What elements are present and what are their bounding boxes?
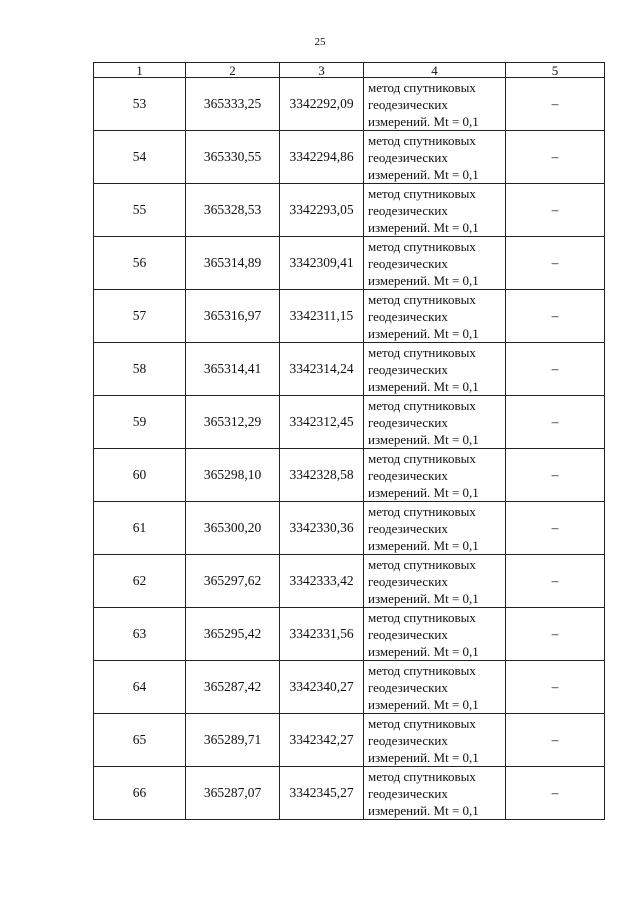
point-number-cell: 56 — [94, 237, 186, 290]
method-line: метод спутниковых — [368, 397, 476, 413]
table-row — [94, 555, 605, 608]
method-cell — [364, 290, 506, 343]
table-row — [94, 237, 605, 290]
method-line: метод спутниковых — [368, 715, 476, 731]
method-cell — [364, 502, 506, 555]
x-coordinate-cell: 365295,42 — [186, 608, 280, 661]
table-row — [94, 184, 605, 237]
table-row — [94, 661, 605, 714]
point-number-cell: 64 — [94, 661, 186, 714]
method-line: геодезических — [368, 308, 448, 324]
method-cell — [364, 131, 506, 184]
method-line: метод спутниковых — [368, 450, 476, 466]
method-line: геодезических — [368, 626, 448, 642]
y-coordinate-cell: 3342309,41 — [280, 237, 364, 290]
point-number-cell: 66 — [94, 767, 186, 820]
note-cell: – — [506, 343, 605, 396]
header-col-3: 3 — [280, 63, 364, 78]
method-line: метод спутниковых — [368, 344, 476, 360]
method-line: геодезических — [368, 149, 448, 165]
method-line: измерений. Mt = 0,1 — [368, 113, 479, 129]
method-line: метод спутниковых — [368, 132, 476, 148]
method-line: метод спутниковых — [368, 768, 476, 784]
method-line: геодезических — [368, 361, 448, 377]
point-number-cell: 55 — [94, 184, 186, 237]
note-cell: – — [506, 502, 605, 555]
table-row — [94, 396, 605, 449]
point-number-cell: 58 — [94, 343, 186, 396]
method-cell — [364, 449, 506, 502]
method-line: геодезических — [368, 679, 448, 695]
y-coordinate-cell: 3342314,24 — [280, 343, 364, 396]
x-coordinate-cell: 365300,20 — [186, 502, 280, 555]
y-coordinate-cell: 3342342,27 — [280, 714, 364, 767]
x-coordinate-cell: 365328,53 — [186, 184, 280, 237]
method-line: метод спутниковых — [368, 609, 476, 625]
point-number-cell: 63 — [94, 608, 186, 661]
method-line: геодезических — [368, 414, 448, 430]
note-cell: – — [506, 661, 605, 714]
x-coordinate-cell: 365298,10 — [186, 449, 280, 502]
page-number: 25 — [314, 36, 326, 48]
method-line: измерений. Mt = 0,1 — [368, 696, 479, 712]
x-coordinate-cell: 365312,29 — [186, 396, 280, 449]
method-cell — [364, 184, 506, 237]
y-coordinate-cell: 3342330,36 — [280, 502, 364, 555]
point-number-cell: 53 — [94, 78, 186, 131]
note-cell: – — [506, 237, 605, 290]
method-cell — [364, 767, 506, 820]
method-cell — [364, 343, 506, 396]
method-line: геодезических — [368, 202, 448, 218]
method-line: измерений. Mt = 0,1 — [368, 219, 479, 235]
point-number-cell: 61 — [94, 502, 186, 555]
header-col-2: 2 — [186, 63, 280, 78]
method-cell — [364, 661, 506, 714]
note-cell: – — [506, 184, 605, 237]
method-line: измерений. Mt = 0,1 — [368, 378, 479, 394]
method-line: метод спутниковых — [368, 662, 476, 678]
method-line: геодезических — [368, 96, 448, 112]
x-coordinate-cell: 365287,07 — [186, 767, 280, 820]
x-coordinate-cell: 365333,25 — [186, 78, 280, 131]
point-number-cell: 54 — [94, 131, 186, 184]
method-cell — [364, 237, 506, 290]
table-row — [94, 767, 605, 820]
point-number-cell: 60 — [94, 449, 186, 502]
y-coordinate-cell: 3342328,58 — [280, 449, 364, 502]
table-row — [94, 343, 605, 396]
x-coordinate-cell: 365316,97 — [186, 290, 280, 343]
y-coordinate-cell: 3342333,42 — [280, 555, 364, 608]
y-coordinate-cell: 3342293,05 — [280, 184, 364, 237]
header-row — [94, 63, 605, 78]
table-row — [94, 449, 605, 502]
point-number-cell: 59 — [94, 396, 186, 449]
table-row — [94, 131, 605, 184]
method-line: измерений. Mt = 0,1 — [368, 484, 479, 500]
note-cell: – — [506, 608, 605, 661]
method-line: измерений. Mt = 0,1 — [368, 537, 479, 553]
method-line: измерений. Mt = 0,1 — [368, 166, 479, 182]
header-col-1: 1 — [94, 63, 186, 78]
x-coordinate-cell: 365287,42 — [186, 661, 280, 714]
note-cell: – — [506, 290, 605, 343]
method-cell — [364, 396, 506, 449]
method-line: геодезических — [368, 785, 448, 801]
method-line: измерений. Mt = 0,1 — [368, 325, 479, 341]
header-col-4: 4 — [364, 63, 506, 78]
note-cell: – — [506, 396, 605, 449]
table-body — [94, 78, 605, 820]
method-line: измерений. Mt = 0,1 — [368, 590, 479, 606]
table-row — [94, 290, 605, 343]
table-row — [94, 502, 605, 555]
note-cell: – — [506, 78, 605, 131]
note-cell: – — [506, 767, 605, 820]
method-line: метод спутниковых — [368, 291, 476, 307]
method-line: геодезических — [368, 573, 448, 589]
y-coordinate-cell: 3342340,27 — [280, 661, 364, 714]
method-line: измерений. Mt = 0,1 — [368, 643, 479, 659]
y-coordinate-cell: 3342311,15 — [280, 290, 364, 343]
coordinates-table — [93, 62, 605, 820]
method-line: геодезических — [368, 520, 448, 536]
y-coordinate-cell: 3342292,09 — [280, 78, 364, 131]
x-coordinate-cell: 365314,41 — [186, 343, 280, 396]
y-coordinate-cell: 3342312,45 — [280, 396, 364, 449]
x-coordinate-cell: 365330,55 — [186, 131, 280, 184]
x-coordinate-cell: 365314,89 — [186, 237, 280, 290]
x-coordinate-cell: 365297,62 — [186, 555, 280, 608]
table-row — [94, 714, 605, 767]
y-coordinate-cell: 3342294,86 — [280, 131, 364, 184]
table-row — [94, 608, 605, 661]
method-line: измерений. Mt = 0,1 — [368, 431, 479, 447]
note-cell: – — [506, 714, 605, 767]
method-line: метод спутниковых — [368, 185, 476, 201]
note-cell: – — [506, 131, 605, 184]
method-line: метод спутниковых — [368, 503, 476, 519]
method-line: метод спутниковых — [368, 79, 476, 95]
method-cell — [364, 78, 506, 131]
y-coordinate-cell: 3342345,27 — [280, 767, 364, 820]
method-line: геодезических — [368, 255, 448, 271]
method-line: измерений. Mt = 0,1 — [368, 272, 479, 288]
method-line: измерений. Mt = 0,1 — [368, 749, 479, 765]
method-cell — [364, 608, 506, 661]
method-line: измерений. Mt = 0,1 — [368, 802, 479, 818]
note-cell: – — [506, 449, 605, 502]
point-number-cell: 65 — [94, 714, 186, 767]
method-line: метод спутниковых — [368, 556, 476, 572]
method-cell — [364, 714, 506, 767]
method-cell — [364, 555, 506, 608]
header-col-5: 5 — [506, 63, 605, 78]
method-line: метод спутниковых — [368, 238, 476, 254]
table-row — [94, 78, 605, 131]
x-coordinate-cell: 365289,71 — [186, 714, 280, 767]
method-line: геодезических — [368, 732, 448, 748]
point-number-cell: 62 — [94, 555, 186, 608]
point-number-cell: 57 — [94, 290, 186, 343]
y-coordinate-cell: 3342331,56 — [280, 608, 364, 661]
method-line: геодезических — [368, 467, 448, 483]
note-cell: – — [506, 555, 605, 608]
